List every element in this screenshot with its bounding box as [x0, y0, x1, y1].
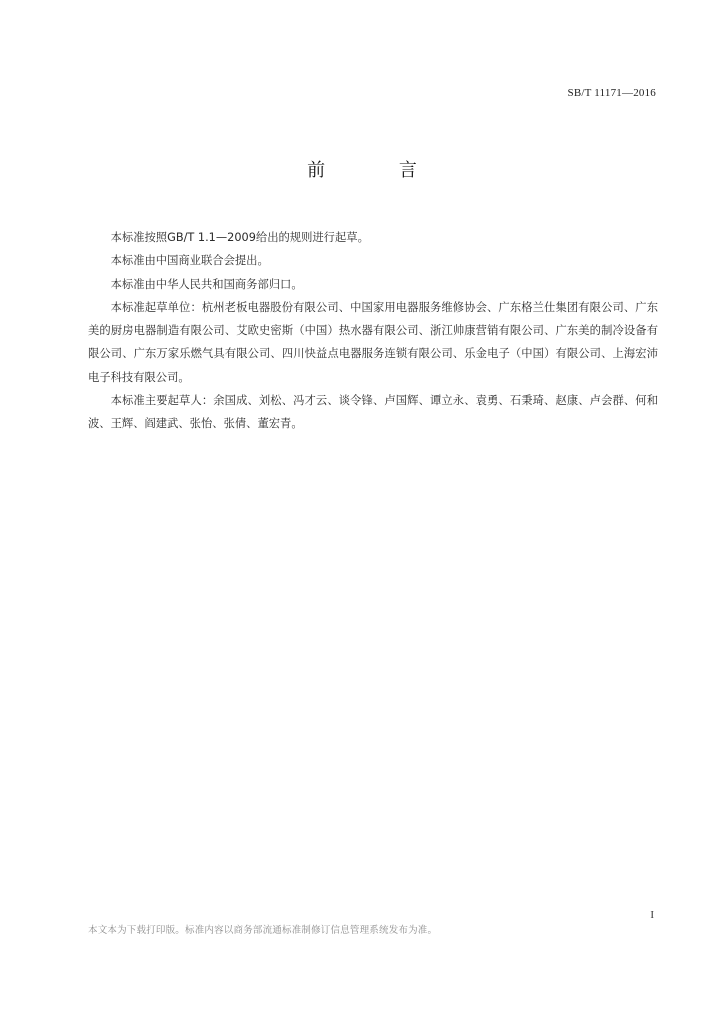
paragraph-drafters: 本标准主要起草人：余国成、刘松、冯才云、谈令锋、卢国辉、谭立永、袁勇、石秉琦、赵康、卢会群、何和波、王辉、阎建武、张怡、张倩、董宏青。: [88, 394, 658, 431]
paragraph-administrator: 本标准由中华人民共和国商务部归口。: [110, 277, 303, 291]
paragraph-drafting-rules: 本标准按照GB/T 1.1—2009给出的规则进行起草。: [110, 231, 369, 244]
paragraph-drafting-units: 本标准起草单位：杭州老板电器股份有限公司、中国家用电器服务维修协会、广东格兰仕集团有限公司、广东美的厨房电器制造有限公司、艾欧史密斯（中国）热水器有限公司、浙江帅康营销有限公司、广东美的制冷设备有限公司、广东万家乐燃气具有限公司、四川快益点电器服务连锁有限公司、乐金电子（中国）有限公司、上海宏沛电子科技有限公司。: [88, 300, 658, 384]
paragraph-proposer: 本标准由中国商业联合会提出。: [110, 254, 269, 268]
page-number: I: [650, 909, 654, 921]
foreword-body: [88, 226, 658, 436]
page-title: 前 言: [307, 160, 451, 181]
standard-code: SB/T 11171—2016: [567, 87, 656, 99]
footer-note: 本文本为下载打印版。标准内容以商务部流通标准制修订信息管理系统发布为准。: [88, 925, 438, 936]
